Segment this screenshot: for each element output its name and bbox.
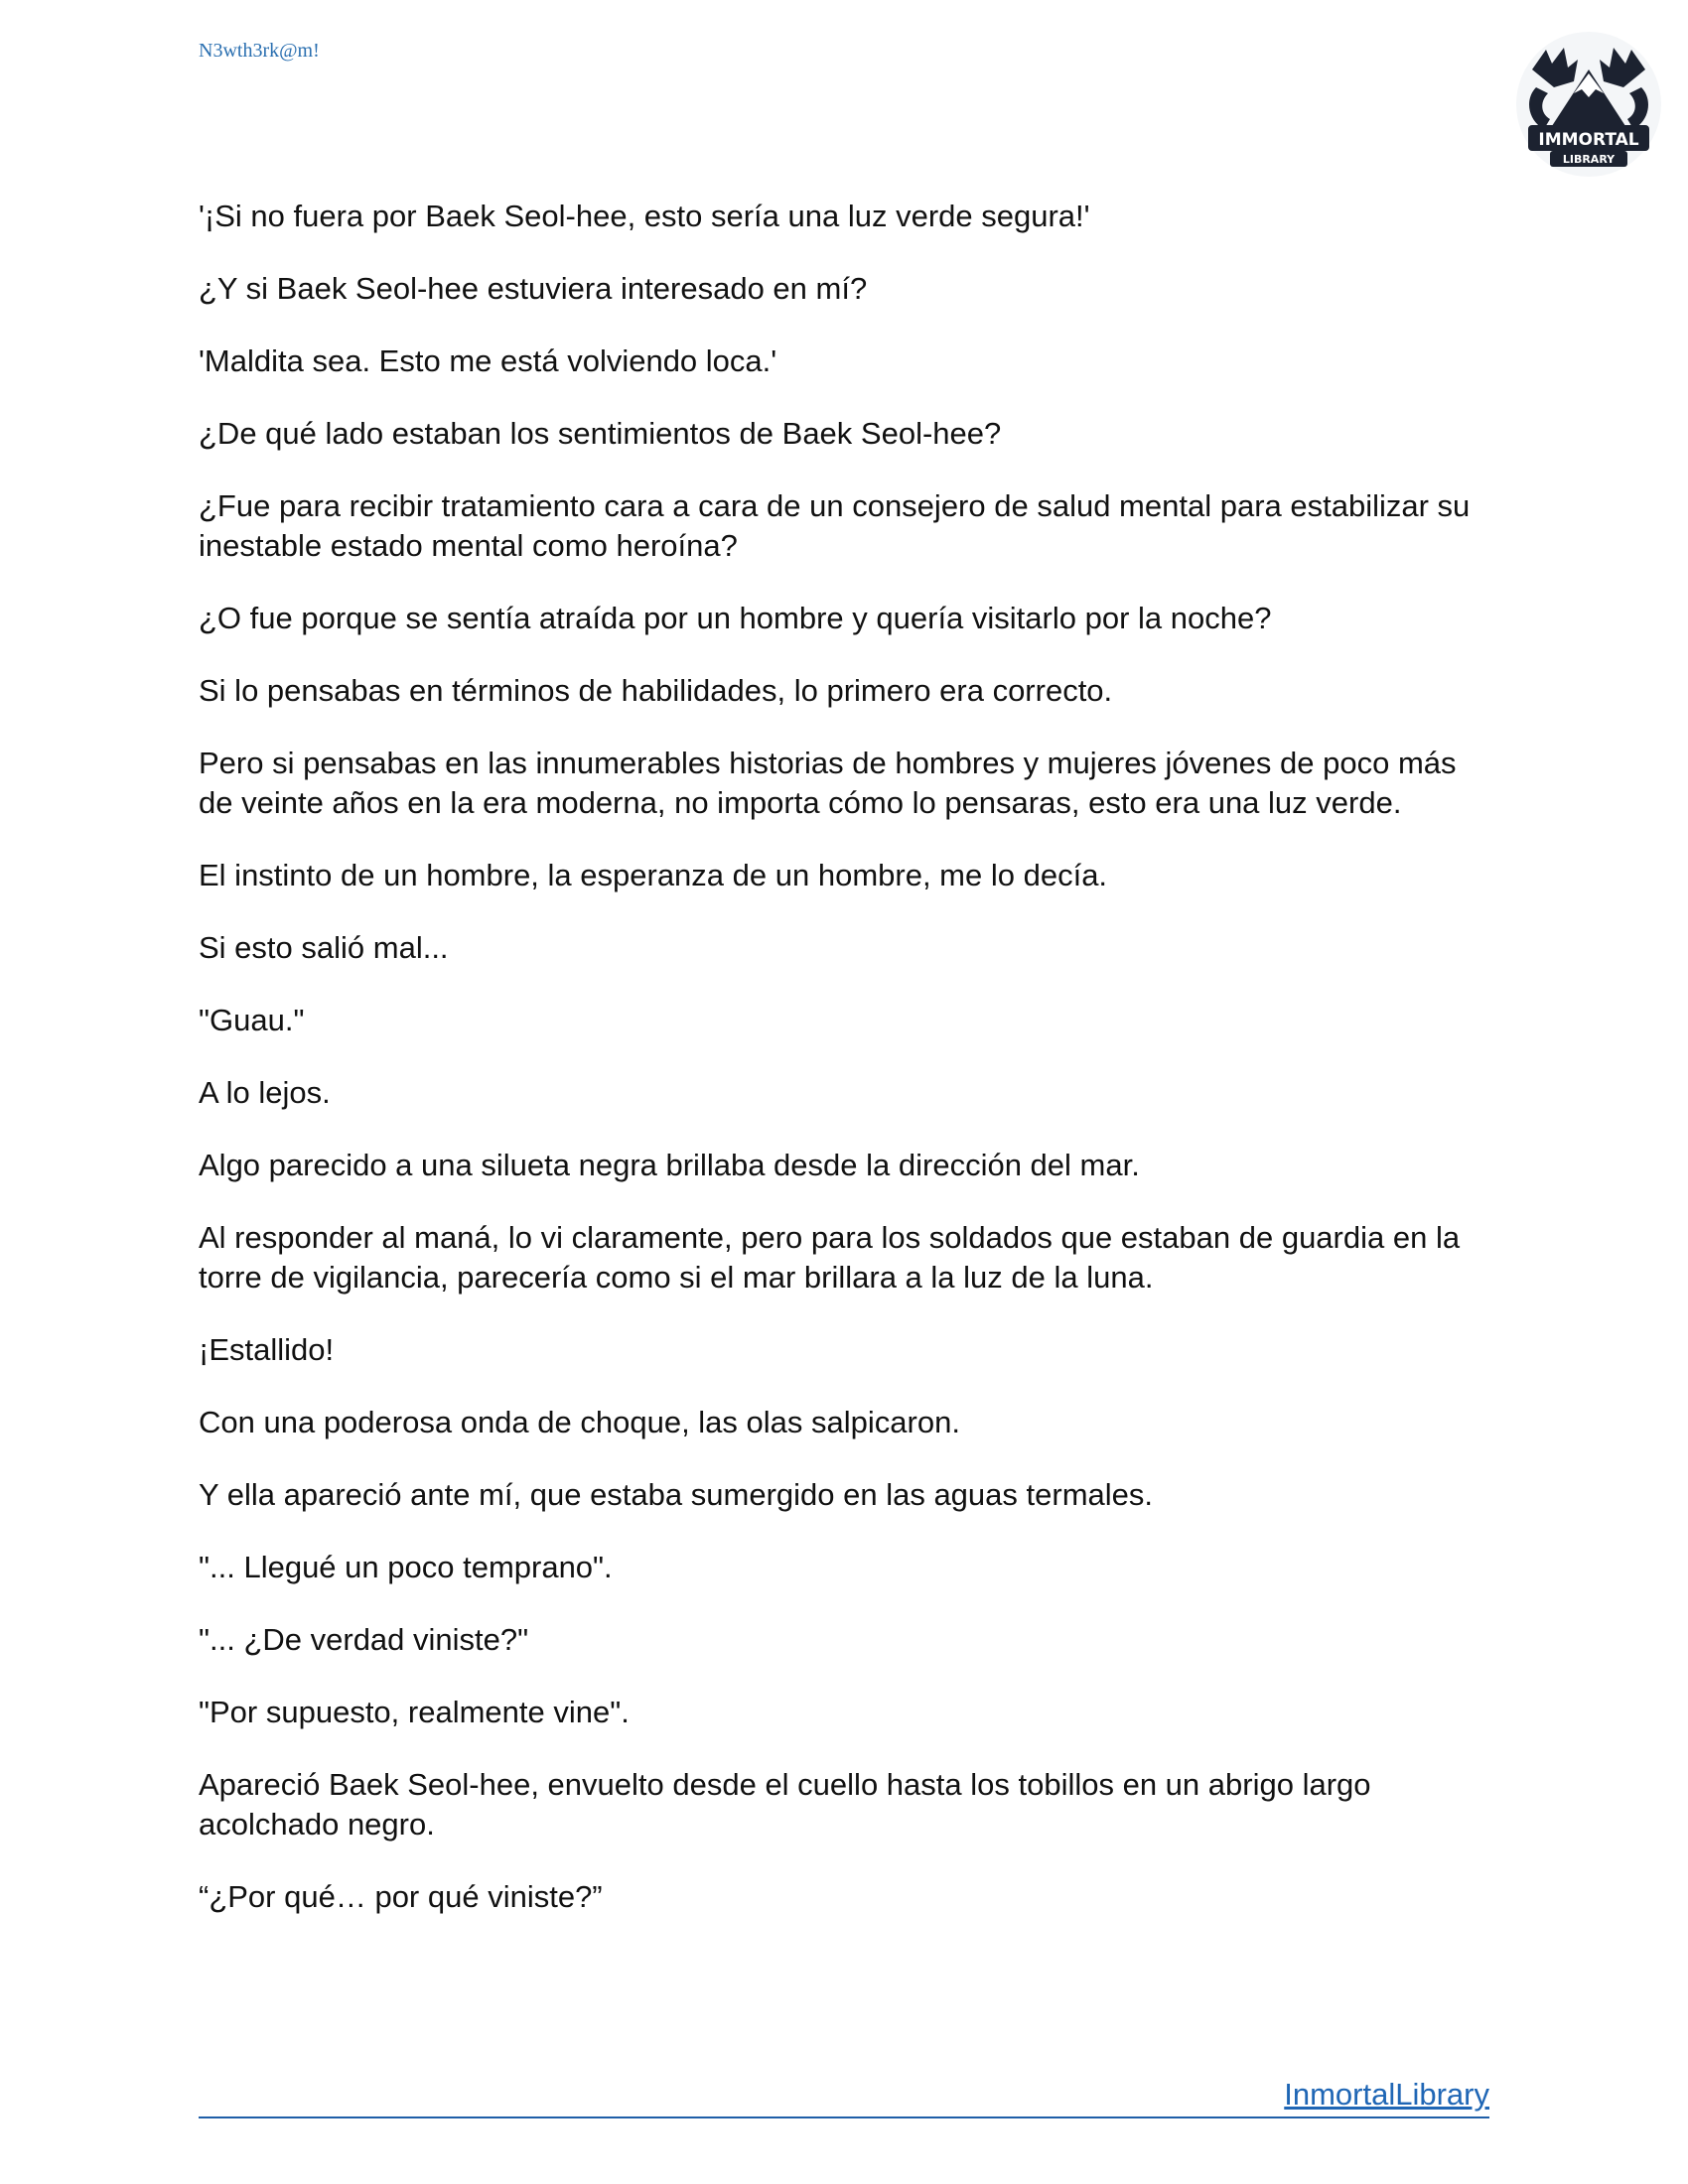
paragraph: Y ella apareció ante mí, que estaba sumergido en las aguas termales.: [199, 1477, 1153, 1512]
header-watermark: N3wth3rk@m!: [199, 40, 320, 62]
logo-text-library: LIBRARY: [1562, 153, 1616, 166]
paragraph: "Guau.": [199, 1003, 305, 1037]
immortal-library-logo: [1514, 30, 1663, 179]
paragraph: 'Maldita sea. Esto me está volviendo loca.': [199, 343, 777, 378]
paragraph: ¿De qué lado estaban los sentimientos de Baek Seol-hee?: [199, 416, 1002, 451]
paragraph: El instinto de un hombre, la esperanza de un hombre, me lo decía.: [199, 858, 1108, 892]
paragraph: Con una poderosa onda de choque, las olas salpicaron.: [199, 1405, 960, 1439]
dragon-crest-icon: [1514, 30, 1663, 179]
paragraph: "... ¿De verdad viniste?": [199, 1622, 529, 1657]
paragraph: Algo parecido a una silueta negra brillaba desde la dirección del mar.: [199, 1148, 1140, 1182]
paragraph: Apareció Baek Seol-hee, envuelto desde el cuello hasta los tobillos en un abrigo largo acolchado negro.: [199, 1767, 1371, 1842]
logo-text-immortal: IMMORTAL: [1538, 130, 1639, 150]
paragraph: ¡Estallido!: [199, 1332, 335, 1367]
paragraph: A lo lejos.: [199, 1075, 331, 1110]
paragraph: Si lo pensabas en términos de habilidades, lo primero era correcto.: [199, 673, 1113, 708]
paragraph: ¿Fue para recibir tratamiento cara a cara de un consejero de salud mental para estabilizar su inestable estado mental como heroína?: [199, 488, 1471, 563]
footer-rule: [199, 2077, 1489, 2118]
paragraph: ¿Y si Baek Seol-hee estuviera interesado en mí?: [199, 271, 868, 306]
paragraph: Si esto salió mal...: [199, 930, 449, 965]
paragraph: "... Llegué un poco temprano".: [199, 1550, 613, 1584]
paragraph: '¡Si no fuera por Baek Seol-hee, esto sería una luz verde segura!': [199, 199, 1090, 233]
paragraph: Al responder al maná, lo vi claramente, pero para los soldados que estaban de guardia en la torre de vigilancia, parecería como si el mar brillara a la luz de la luna.: [199, 1220, 1461, 1295]
paragraph: ¿O fue porque se sentía atraída por un hombre y quería visitarlo por la noche?: [199, 601, 1272, 635]
document-body: [199, 197, 1489, 1950]
paragraph: “¿Por qué… por qué viniste?”: [199, 1879, 603, 1914]
paragraph: "Por supuesto, realmente vine".: [199, 1695, 630, 1729]
paragraph: Pero si pensabas en las innumerables historias de hombres y mujeres jóvenes de poco más de veinte años en la era moderna, no importa cómo lo pensaras, esto era una luz verde.: [199, 746, 1457, 820]
footer-library-link[interactable]: InmortalLibrary: [1284, 2077, 1489, 2112]
